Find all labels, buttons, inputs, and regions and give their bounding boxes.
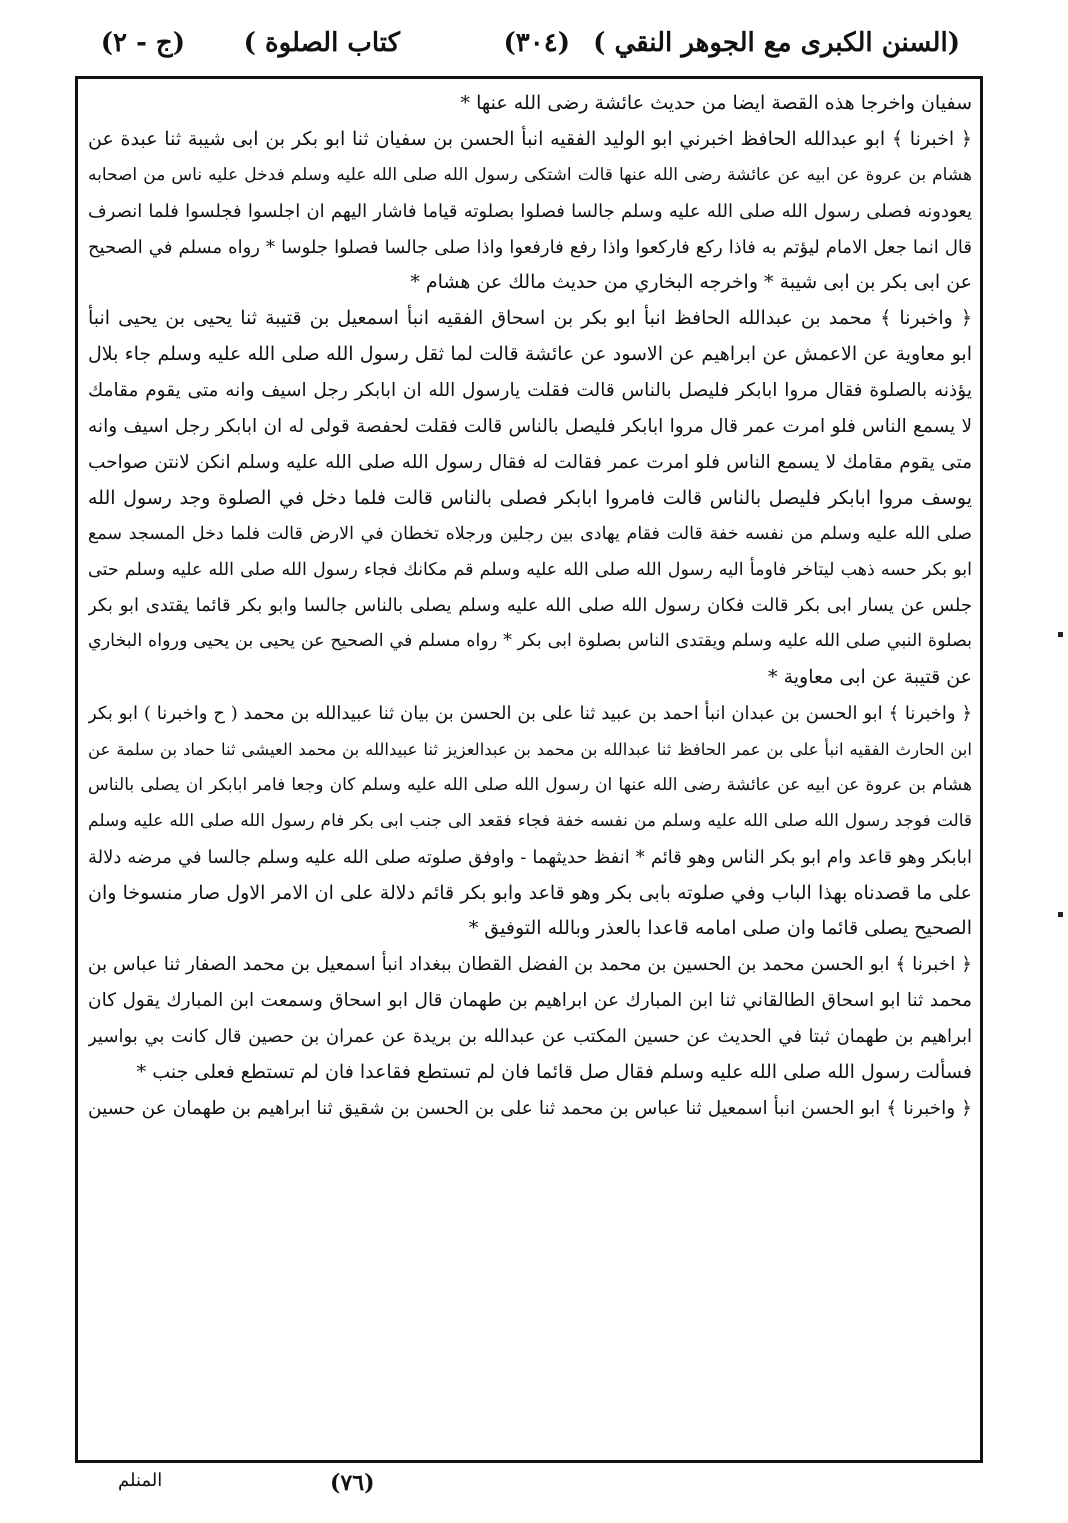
text-line: صلى الله عليه وسلم من نفسه خفة قالت فقام يهادى بين رجلين ورجلاه تخطان في الارض قالت فلما دخل المسجد سمع <box>88 523 972 544</box>
header-page-number: (٣٠٤) <box>503 28 570 58</box>
text-line: عن قتيبة عن ابى معاوية * <box>768 666 972 689</box>
running-header <box>100 28 960 68</box>
text-line: فسألت رسول الله صلى الله عليه وسلم فقال صل قائما فان لم تستطع فقاعدا فان لم تستطع فعلى جنب * <box>136 1061 972 1084</box>
text-line: لا يسمع الناس فلو امرت عمر قال مروا ابابكر فليصل بالناس قالت فقلت لحفصة قولى له ان ابابكر رجل اسيف وانه <box>88 416 972 438</box>
text-line: ابراهيم بن طهمان ثبتا في الحديث عن حسين المكتب عن عبدالله بن بريدة عن عمران بن حصين قال كانت بي بواسير <box>88 1026 972 1048</box>
text-line: ﴿ واخبرنا ﴾ محمد بن عبدالله الحافظ انبأ ابو بكر بن اسحاق الفقيه انبأ اسمعيل بن قتيبة ثنا يحيى بن يحيى انبأ <box>88 307 972 330</box>
text-line: على ما قصدناه بهذا الباب وفي صلوته بابى بكر وهو قاعد وابو بكر قائم دلالة على ان الامر الاول صار منسوخا وان <box>88 881 972 904</box>
footer-page-number: (٧٦) <box>330 1470 375 1496</box>
text-line: ابو معاوية عن الاعمش عن ابراهيم عن الاسود عن عائشة قالت لما ثقل رسول الله صلى الله عليه وسلم جاء بلال <box>88 343 972 366</box>
text-line: متى يقوم مقامك لا يسمع الناس فلو امرت عمر فقالت له فقال رسول الله صلى الله عليه وسلم انكن لانتن صواحب <box>88 451 972 473</box>
text-line: الصحيح يصلى قائما وان صلى امامه قاعدا بالعذر وبالله التوفيق * <box>468 917 972 940</box>
page-body <box>88 86 972 1456</box>
margin-mark <box>1058 912 1063 917</box>
header-book-title: كتاب الصلوة ) <box>243 28 400 58</box>
footer-signature: المنلم <box>118 1470 163 1491</box>
text-line: ابن الحارث الفقيه انبأ على بن عمر الحافظ ثنا عبدالله بن محمد بن عبدالعزيز ثنا عبيدالله بن محمد العيشى ثنا حماد بن سلمة عن <box>88 740 972 760</box>
text-line: ﴿ واخبرنا ﴾ ابو الحسن انبأ اسمعيل ثنا عباس بن محمد ثنا على بن الحسن بن شقيق ثنا ابراهيم بن طهمان عن حسين <box>88 1097 972 1119</box>
text-line: قال انما جعل الامام ليؤتم به فاذا ركع فاركعوا واذا رفع فارفعوا واذا صلى جالسا فصلوا جلوسا * رواه مسلم في الصحيح <box>88 236 972 258</box>
header-title: (السنن الكبرى مع الجوهر النقي ) <box>593 28 960 58</box>
text-line: يعودونه فصلى رسول الله صلى الله عليه وسلم جالسا فصلوا بصلوته قياما فاشار اليهم ان اجلسوا فجلسوا فلما انصرف <box>88 200 972 222</box>
text-line: هشام بن عروة عن ابيه عن عائشة رضى الله عنها ان رسول الله صلى الله عليه وسلم كان وجعا فامر ابابكر ان يصلى بالناس <box>88 774 972 795</box>
text-line: يؤذنه بالصلوة فقال مروا ابابكر فليصل بالناس قالت فقلت يارسول الله ان ابابكر رجل اسيف وانه متى يقوم مقامك <box>88 380 972 402</box>
header-volume: (ج - ٢) <box>100 28 185 58</box>
text-line: ﴿ واخبرنا ﴾ ابو الحسن بن عبدان انبأ احمد بن عبيد ثنا على بن الحسن بن بيان ثنا عبيدالله بن محمد ( ح واخبرنا ) ابو بكر <box>88 703 972 725</box>
text-line: ﴿ اخبرنا ﴾ ابو عبدالله الحافظ اخبرني ابو الوليد الفقيه انبأ الحسن بن سفيان ثنا ابو بكر بن ابى شيبة ثنا عبدة عن <box>88 127 972 150</box>
text-line: بصلوة النبي صلى الله عليه وسلم ويقتدى الناس بصلوة ابى بكر * رواه مسلم في الصحيح عن يحيى بن يحيى ورواه البخاري <box>88 631 972 652</box>
margin-mark <box>1058 632 1063 637</box>
text-line: سفيان واخرجا هذه القصة ايضا من حديث عائشة رضى الله عنها * <box>460 92 972 114</box>
text-line: هشام بن عروة عن ابيه عن عائشة رضى الله عنها قالت اشتكى رسول الله صلى الله عليه وسلم فدخل عليه ناس من اصحابه <box>88 164 972 185</box>
page-footer <box>0 1470 1068 1510</box>
text-line: عن ابى بكر بن ابى شيبة * واخرجه البخاري من حديث مالك عن هشام * <box>410 271 972 294</box>
text-line: ﴿ اخبرنا ﴾ ابو الحسن محمد بن الحسين بن محمد بن الفضل القطان ببغداد انبأ اسمعيل بن محمد الصفار ثنا عباس بن <box>88 954 972 976</box>
text-line: قالت فوجد رسول الله صلى الله عليه وسلم من نفسه خفة فجاء فقعد الى جنب ابى بكر فام رسول الله صلى الله عليه وسلم <box>88 810 972 831</box>
text-line: محمد ثنا ابو اسحاق الطالقاني ثنا ابن المبارك عن ابراهيم بن طهمان قال ابو اسحاق وسمعت ابن المبارك يقول كان <box>88 990 972 1012</box>
text-line: ابو بكر حسه ذهب ليتاخر فاومأ اليه رسول الله صلى الله عليه وسلم قم مكانك فجاء رسول الله صلى الله عليه وسلم حتى <box>88 559 972 580</box>
text-line: ابابكر وهو قاعد وام ابو بكر الناس وهو قائم * انفظ حديثهما - واوفق صلوته صلى الله عليه وسلم جالسا في مرضه دلالة <box>88 846 972 868</box>
text-line: جلس عن يسار ابى بكر قالت فكان رسول الله صلى الله عليه وسلم يصلى بالناس جالسا وابو بكر قائما يقتدى ابو بكر <box>88 595 972 617</box>
text-line: يوسف مروا ابابكر فليصل بالناس قالت فامروا ابابكر فصلى بالناس قالت فلما دخل في الصلوة وجد رسول الله <box>88 486 972 509</box>
